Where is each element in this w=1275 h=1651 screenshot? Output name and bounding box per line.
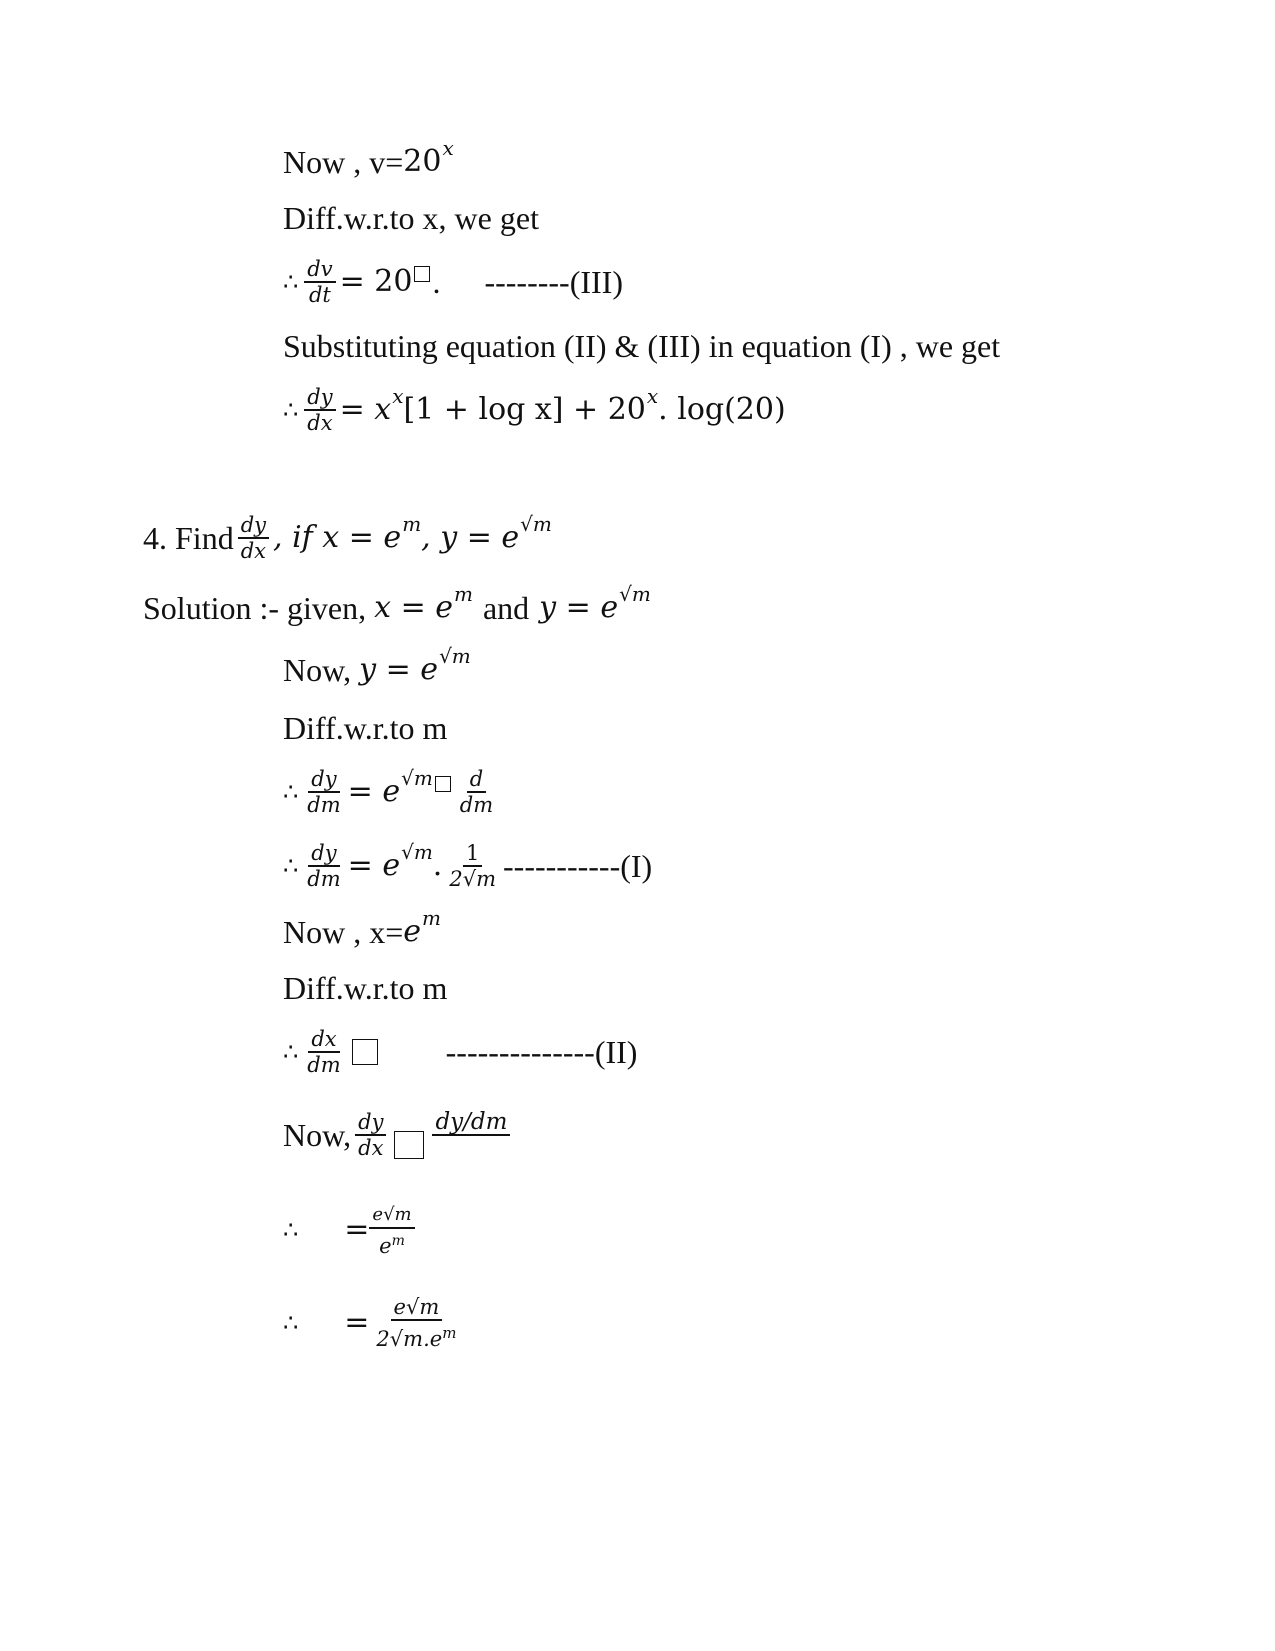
dydm-step-2: [283, 840, 652, 892]
dydm-denominator: dm: [307, 793, 341, 817]
now-y-eq: y = e: [359, 652, 439, 687]
problem-4-cond-b: , y = e: [421, 520, 520, 555]
step2-rhs: = e: [347, 848, 401, 883]
result-part-c: . log(20): [658, 392, 786, 427]
therefore-symbol: ∴: [283, 1038, 299, 1066]
dydm-fraction: [304, 767, 343, 817]
final2-fraction: [373, 1295, 459, 1351]
therefore-symbol: ∴: [283, 268, 299, 296]
therefore-symbol: ∴: [283, 396, 299, 424]
step2-fraction: [446, 841, 499, 891]
dydm-numerator: dy: [308, 841, 339, 867]
problem-4-statement: [143, 512, 552, 564]
step1-d-fraction: [457, 767, 496, 817]
dvdt-tail: .: [432, 264, 441, 300]
diff-wrt-m-2: [283, 968, 447, 1008]
dvdt-denominator: dt: [308, 283, 331, 307]
final2-den-base: 2√m.e: [376, 1327, 443, 1351]
solution-y-eq: y = e: [539, 590, 619, 625]
now-v-exponent: x: [442, 136, 454, 160]
diff-wrt-m-1: [283, 708, 447, 748]
now-x-prefix: Now , x=: [283, 914, 404, 950]
step2-denominator: 2√m: [449, 867, 496, 891]
dydm-numerator: dy: [308, 767, 339, 793]
step2-dot: .: [432, 848, 443, 883]
equation-tag-iii: --------(III): [484, 264, 623, 300]
substituting-text: Substituting equation (II) & (III) in equation (I) , we get: [283, 328, 1001, 364]
problem-4-cond-b-exponent: √m: [520, 512, 552, 536]
placeholder-box: [414, 266, 430, 282]
ratio-lhs-fraction: [355, 1110, 386, 1160]
therefore-symbol: ∴: [283, 778, 299, 806]
therefore-symbol: ∴: [283, 1216, 299, 1244]
ratio-lhs-numerator: dy: [355, 1110, 386, 1136]
result-part-a: = x: [339, 392, 392, 427]
therefore-symbol: ∴: [283, 1309, 299, 1337]
ratio-rhs-numerator: dy/dm: [432, 1110, 510, 1136]
now-y-exponent: √m: [439, 644, 471, 668]
step2-exponent: √m: [401, 840, 433, 864]
final1-denominator: [376, 1229, 408, 1258]
equals-sign: =: [344, 1305, 370, 1340]
equals-sign: =: [344, 1212, 370, 1247]
equation-tag-ii: --------------(II): [445, 1034, 638, 1070]
dvdt-fraction: [304, 257, 335, 307]
dxdm-fraction: [304, 1027, 343, 1077]
final1-fraction: [369, 1203, 414, 1258]
now-x-line: [283, 906, 441, 952]
problem-4-cond-a-exponent: m: [402, 512, 422, 536]
step1-d-numerator: d: [467, 767, 486, 793]
solution-and: and: [482, 590, 530, 626]
dxdm-denominator: dm: [307, 1053, 341, 1077]
ratio-prefix: Now,: [283, 1117, 352, 1153]
final2-den-exponent: m: [442, 1324, 457, 1342]
dvdt-rhs: = 20: [339, 264, 413, 299]
result-part-b: [1 + log x] + 20: [403, 392, 646, 427]
dydm-fraction: [304, 841, 343, 891]
problem-4-numerator: dy: [238, 513, 269, 539]
ratio-equation: [283, 1100, 514, 1170]
solution-y-exponent: √m: [619, 582, 651, 606]
problem-4-denominator: dx: [240, 539, 266, 563]
diff-wrt-m-2-text: Diff.w.r.to m: [283, 970, 448, 1006]
now-v-line: [283, 136, 454, 182]
placeholder-box: [435, 776, 451, 792]
final-step-2: [283, 1290, 463, 1356]
now-v-base: 20: [403, 144, 442, 179]
step2-numerator: 1: [463, 841, 482, 867]
dydx-fraction: [304, 385, 335, 435]
diff-wrt-x: [283, 198, 539, 238]
result-part-a-exponent: x: [392, 384, 404, 408]
problem-4-cond-a: , if x = e: [273, 520, 402, 555]
now-x-exponent: m: [422, 906, 441, 930]
step1-rhs: = e: [347, 774, 401, 809]
now-v-prefix: Now , v=: [283, 144, 404, 180]
dydx-result-equation: [283, 386, 786, 434]
result-part-b-exponent: x: [646, 384, 659, 408]
solution-x-exponent: m: [454, 582, 473, 606]
dydm-denominator: dm: [307, 867, 341, 891]
placeholder-box: [352, 1039, 378, 1065]
final1-den-exponent: m: [391, 1232, 405, 1249]
problem-4-prefix: 4. Find: [143, 520, 234, 556]
now-x-base: e: [403, 914, 422, 949]
now-y-line: [283, 644, 471, 690]
diff-wrt-m-1-text: Diff.w.r.to m: [283, 710, 448, 746]
final1-numerator: e√m: [369, 1203, 414, 1229]
dvdt-numerator: dv: [304, 257, 335, 283]
solution-label: Solution :- given,: [143, 590, 367, 626]
therefore-symbol: ∴: [283, 852, 299, 880]
solution-x-eq: x = e: [374, 590, 453, 625]
final2-numerator: e√m: [391, 1295, 443, 1321]
final2-denominator: [373, 1321, 459, 1351]
dxdm-equation: [283, 1026, 637, 1078]
ratio-rhs-fraction: [432, 1110, 510, 1136]
now-y-prefix: Now,: [283, 652, 352, 688]
dydx-numerator: dy: [304, 385, 335, 411]
solution-line: [143, 582, 651, 628]
dydx-denominator: dx: [307, 411, 333, 435]
final-step-1: [283, 1190, 419, 1270]
final1-den-base: e: [379, 1233, 392, 1258]
dydm-step-1: [283, 766, 500, 818]
step1-d-denominator: dm: [459, 793, 494, 817]
dvdt-equation: [283, 258, 623, 306]
substituting-line: [283, 326, 1000, 366]
ratio-lhs-denominator: dx: [358, 1136, 384, 1160]
diff-wrt-x-text: Diff.w.r.to x, we get: [283, 200, 539, 236]
problem-4-fraction: [238, 513, 269, 563]
step1-exponent: √m: [401, 766, 433, 790]
dxdm-numerator: dx: [308, 1027, 339, 1053]
placeholder-box: [394, 1131, 424, 1159]
equation-tag-i: -----------(I): [503, 848, 653, 884]
